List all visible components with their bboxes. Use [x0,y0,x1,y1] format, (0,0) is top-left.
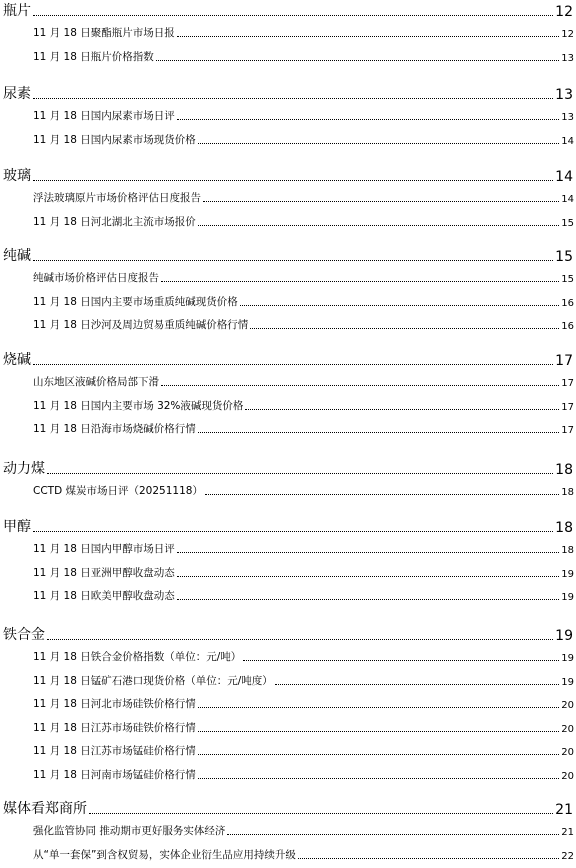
toc-section-heading[interactable] [3,245,573,265]
toc-entry-page-number: 19 [561,568,574,580]
dot-leader [250,327,559,329]
toc-entry-page-number: 17 [561,378,574,389]
toc-section-title: 铁合金 [3,627,45,643]
toc-entry[interactable] [33,564,574,580]
toc-entry[interactable] [33,482,574,498]
toc-entry-title: 11 月 18 日亚洲甲醇收盘动态 [33,566,175,579]
toc-entry[interactable] [33,719,574,735]
toc-entry[interactable] [33,672,574,688]
toc-entry[interactable] [33,846,574,862]
dot-leader [33,530,553,532]
toc-entry-title: CCTD 煤炭市场日评（20251118） [33,485,203,497]
dot-leader [33,14,553,16]
toc-entry-title: 浮法玻璃原片市场价格评估日度报告 [33,192,201,204]
toc-entry[interactable] [33,822,574,838]
toc-section-page-number: 12 [555,4,573,20]
toc-entry[interactable] [33,213,574,229]
dot-leader [33,259,553,261]
toc-entry[interactable] [33,24,574,40]
dot-leader [198,706,560,708]
toc-section-heading[interactable] [3,516,573,536]
dot-leader [161,280,559,282]
toc-section-title: 尿素 [3,86,31,102]
toc-entry-title: 11 月 18 日铁合金价格指数（单位：元/吨） [33,651,242,663]
dot-leader [198,431,560,433]
dot-leader [198,753,560,755]
toc-entry-page-number: 17 [561,401,574,413]
toc-entry-title: 11 月 18 日国内尿素市场日评 [33,110,175,122]
toc-entry-title: 11 月 18 日国内主要市场重质纯碱现货价格 [33,295,238,308]
toc-section-heading[interactable] [3,349,573,369]
toc-entry-title: 11 月 18 日河北市场硅铁价格行情 [33,698,196,710]
toc-entry-page-number: 20 [561,723,574,735]
toc-entry[interactable] [33,131,574,147]
dot-leader [245,408,559,410]
toc-section-page-number: 18 [555,462,573,478]
toc-entry-page-number: 14 [561,194,574,205]
dot-leader [198,777,560,779]
toc-entry[interactable] [33,189,574,205]
dot-leader [177,575,560,577]
toc-entry-page-number: 22 [561,850,574,862]
toc-section-title: 瓶片 [3,3,31,19]
toc-entry-page-number: 18 [561,487,574,498]
toc-section-title: 甲醇 [3,519,31,535]
dot-leader [47,472,553,474]
dot-leader [177,598,560,600]
toc-entry-page-number: 21 [561,827,574,838]
toc-entry[interactable] [33,48,574,64]
toc-entry-title: 11 月 18 日锰矿石港口现货价格（单位：元/吨度） [33,674,273,687]
toc-entry-title: 11 月 18 日聚酯瓶片市场日报 [33,27,175,39]
dot-leader [198,224,560,226]
toc-entry-title: 11 月 18 日江苏市场硅铁价格行情 [33,721,196,734]
dot-leader [33,363,553,365]
toc-entry-page-number: 20 [561,747,574,758]
toc-entry-page-number: 20 [561,700,574,711]
toc-section-page-number: 21 [555,802,573,818]
toc-entry-title: 11 月 18 日沿海市场烧碱价格行情 [33,423,196,435]
toc-entry-title: 11 月 18 日沙河及周边贸易重质纯碱价格行情 [33,319,249,331]
dot-leader [298,857,559,859]
toc-section-title: 烧碱 [3,352,31,368]
dot-leader [205,493,559,495]
toc-entry[interactable] [33,695,574,711]
toc-entry[interactable] [33,373,574,389]
toc-entry-title: 11 月 18 日瓶片价格指数 [33,50,154,63]
toc-section-page-number: 14 [555,169,573,185]
toc-entry-title: 山东地区液碱价格局部下滑 [33,376,159,388]
toc-entry[interactable] [33,316,574,332]
toc-entry-page-number: 14 [561,135,574,147]
toc-entry-page-number: 17 [561,425,574,436]
toc-entry-title: 11 月 18 日河南市场锰硅价格行情 [33,768,196,781]
toc-entry-page-number: 19 [561,653,574,664]
toc-entry[interactable] [33,648,574,664]
toc-entry-page-number: 13 [561,52,574,64]
dot-leader [243,659,559,661]
toc-entry[interactable] [33,107,574,123]
toc-section-page-number: 13 [555,87,573,103]
toc-entry-page-number: 16 [561,321,574,332]
dot-leader [240,304,560,306]
toc-entry-page-number: 15 [561,274,574,285]
dot-leader [177,118,560,120]
toc-entry[interactable] [33,587,574,603]
toc-entry-page-number: 12 [561,29,574,40]
dot-leader [177,35,560,37]
toc-section-heading[interactable] [3,0,573,20]
toc-entry[interactable] [33,742,574,758]
toc-section-page-number: 18 [555,520,573,536]
toc-entry-page-number: 15 [561,217,574,229]
toc-entry-title: 11 月 18 日江苏市场锰硅价格行情 [33,745,196,757]
dot-leader [47,638,553,640]
toc-entry-title: 11 月 18 日河北湖北主流市场报价 [33,215,196,228]
toc-entry-page-number: 13 [561,112,574,123]
toc-entry-title: 强化监管协同 推动期市更好服务实体经济 [33,825,226,837]
toc-entry-page-number: 18 [561,545,574,556]
toc-entry-title: 从“单一套保”到含权贸易，实体企业衍生品应用持续升级 [33,848,296,861]
toc-entry-page-number: 19 [561,676,574,688]
toc-section-heading[interactable] [3,458,573,478]
toc-entry-page-number: 20 [561,770,574,782]
toc-entry-title: 11 月 18 日国内尿素市场现货价格 [33,133,196,146]
toc-entry[interactable] [33,269,574,285]
dot-leader [33,97,553,99]
toc-section-heading[interactable] [3,624,573,644]
toc-entry-title: 11 月 18 日国内甲醇市场日评 [33,543,175,555]
toc-section-page-number: 15 [555,249,573,265]
dot-leader [33,179,553,181]
toc-entry[interactable] [33,420,574,436]
toc-entry-page-number: 16 [561,297,574,309]
toc-entry-title: 11 月 18 日欧美甲醇收盘动态 [33,590,175,602]
toc-entry[interactable] [33,397,574,413]
toc-entry-title: 11 月 18 日国内主要市场 32%液碱现货价格 [33,399,244,412]
toc-entry[interactable] [33,540,574,556]
toc-section-title: 媒体看郑商所 [3,801,87,817]
toc-entry-title: 纯碱市场价格评估日度报告 [33,272,159,284]
dot-leader [89,812,553,814]
toc-section-title: 纯碱 [3,248,31,264]
toc-entry[interactable] [33,293,574,309]
dot-leader [275,683,559,685]
dot-leader [198,730,560,732]
dot-leader [177,551,560,553]
toc-entry-page-number: 19 [561,592,574,603]
dot-leader [156,59,560,61]
toc-section-heading[interactable] [3,798,573,818]
toc-section-page-number: 17 [555,353,573,369]
dot-leader [161,384,559,386]
dot-leader [203,200,559,202]
toc-section-heading[interactable] [3,83,573,103]
toc-section-heading[interactable] [3,165,573,185]
dot-leader [198,142,560,144]
toc-entry[interactable] [33,766,574,782]
toc-section-title: 玻璃 [3,168,31,184]
toc-section-page-number: 19 [555,628,573,644]
toc-section-title: 动力煤 [3,461,45,477]
dot-leader [227,833,559,835]
